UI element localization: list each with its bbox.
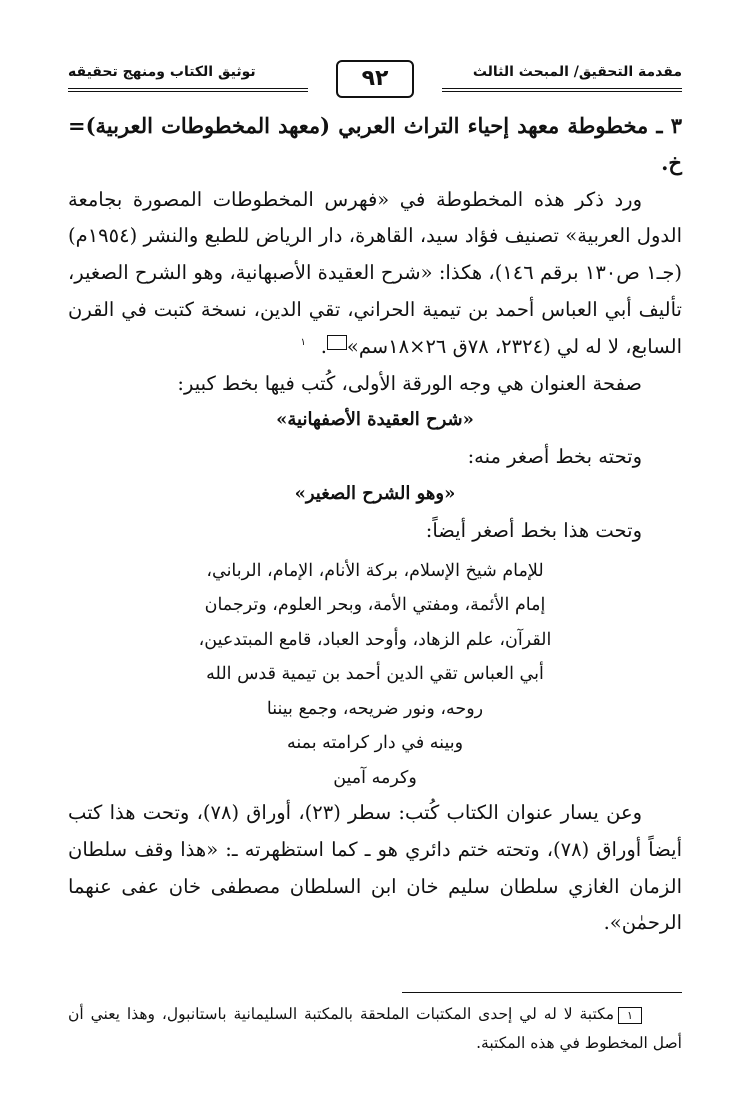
title-line: للإمام شيخ الإسلام، بركة الأنام، الإمام، الرباني، — [206, 560, 544, 581]
page-number: ٩٢ — [336, 60, 414, 98]
paragraph-end-punct: . — [320, 334, 327, 358]
paragraph-catalog-reference — [68, 182, 682, 366]
title-line: روحه، ونور ضريحه، وجمع بيننا — [266, 698, 484, 719]
paragraph-waqf-stamp: وعن يسار عنوان الكتاب كُتب: سطر (٢٣)، أوراق (٧٨)، وتحت هذا كتب أيضاً أوراق (٧٨)، وتحته ختم دائري هو ـ كما استظهرته ـ: «هذا وقف سلطان الزمان الغازي سلطان سليم خان ابن السلطان مصطفى خان عفى عنهما الرحمٰن». — [68, 801, 682, 935]
paragraph-title-page: صفحة العنوان هي وجه الورقة الأولى، كُتب فيها بخط كبير: — [177, 371, 642, 395]
manuscript-title: «شرح العقيدة الأصفهانية» — [276, 409, 474, 431]
manuscript-subtitle: «وهو الشرح الصغير» — [294, 482, 456, 504]
title-line: أبي العباس تقي الدين أحمد بن تيمية قدس الله — [206, 664, 544, 685]
title-page-transcription — [68, 550, 682, 796]
running-head-section: مقدمة التحقيق/ المبحث الثالث — [472, 64, 682, 80]
title-line: إمام الأئمة، ومفتي الأمة، وبحر العلوم، وترجمان — [204, 595, 546, 616]
title-line: وبينه في دار كرامته بمنه — [286, 733, 464, 754]
paragraph-below-title: وتحته بخط أصغر منه: — [467, 445, 642, 469]
main-text — [68, 108, 682, 942]
footnotes — [68, 1000, 682, 1058]
paragraph-smaller-script: وتحت هذا بخط أصغر أيضاً: — [425, 518, 642, 542]
header-rule-left — [68, 88, 308, 92]
footnote-separator — [402, 992, 682, 993]
footnote-number: ١ — [618, 1007, 642, 1024]
title-line: القرآن، علم الزهاد، وأوحد العباد، قامع المبتدعين، — [198, 629, 552, 650]
header-rule-right — [442, 88, 682, 92]
paragraph-catalog-text: ورد ذكر هذه المخطوطة في «فهرس المخطوطات المصورة بجامعة الدول العربية» تصنيف فؤاد سيد، القاهرة، دار الرياض للطبع والنشر (١٩٥٤م) (جـ١ ص١٣٠ برقم ١٤٦)، هكذا: «شرح العقيدة الأصبهانية، وهو الشرح الصغير، تأليف أبي العباس أحمد بن تيمية الحراني، تقي الدين، نسخة كتبت في القرن السابع، لا له لي (٢٣٢٤، ٧٨ق ٢٦×١٨سم» — [68, 187, 683, 358]
running-head-chapter: توثيق الكتاب ومنهج تحقيقه — [68, 64, 256, 80]
footnote-marker[interactable]: ١ — [327, 335, 347, 350]
title-line: وكرمه آمين — [333, 767, 417, 788]
footnote-text: مكتبة لا له لي إحدى المكتبات الملحقة بالمكتبة السليمانية باستانبول، وهذا يعني أن أصل المخطوط في هذه المكتبة. — [68, 1005, 682, 1052]
section-heading: ٣ ـ مخطوطة معهد إحياء التراث العربي (معهد المخطوطات العربية)= خ. — [68, 113, 682, 175]
page-header — [68, 58, 682, 104]
footnote-item — [68, 1000, 682, 1058]
